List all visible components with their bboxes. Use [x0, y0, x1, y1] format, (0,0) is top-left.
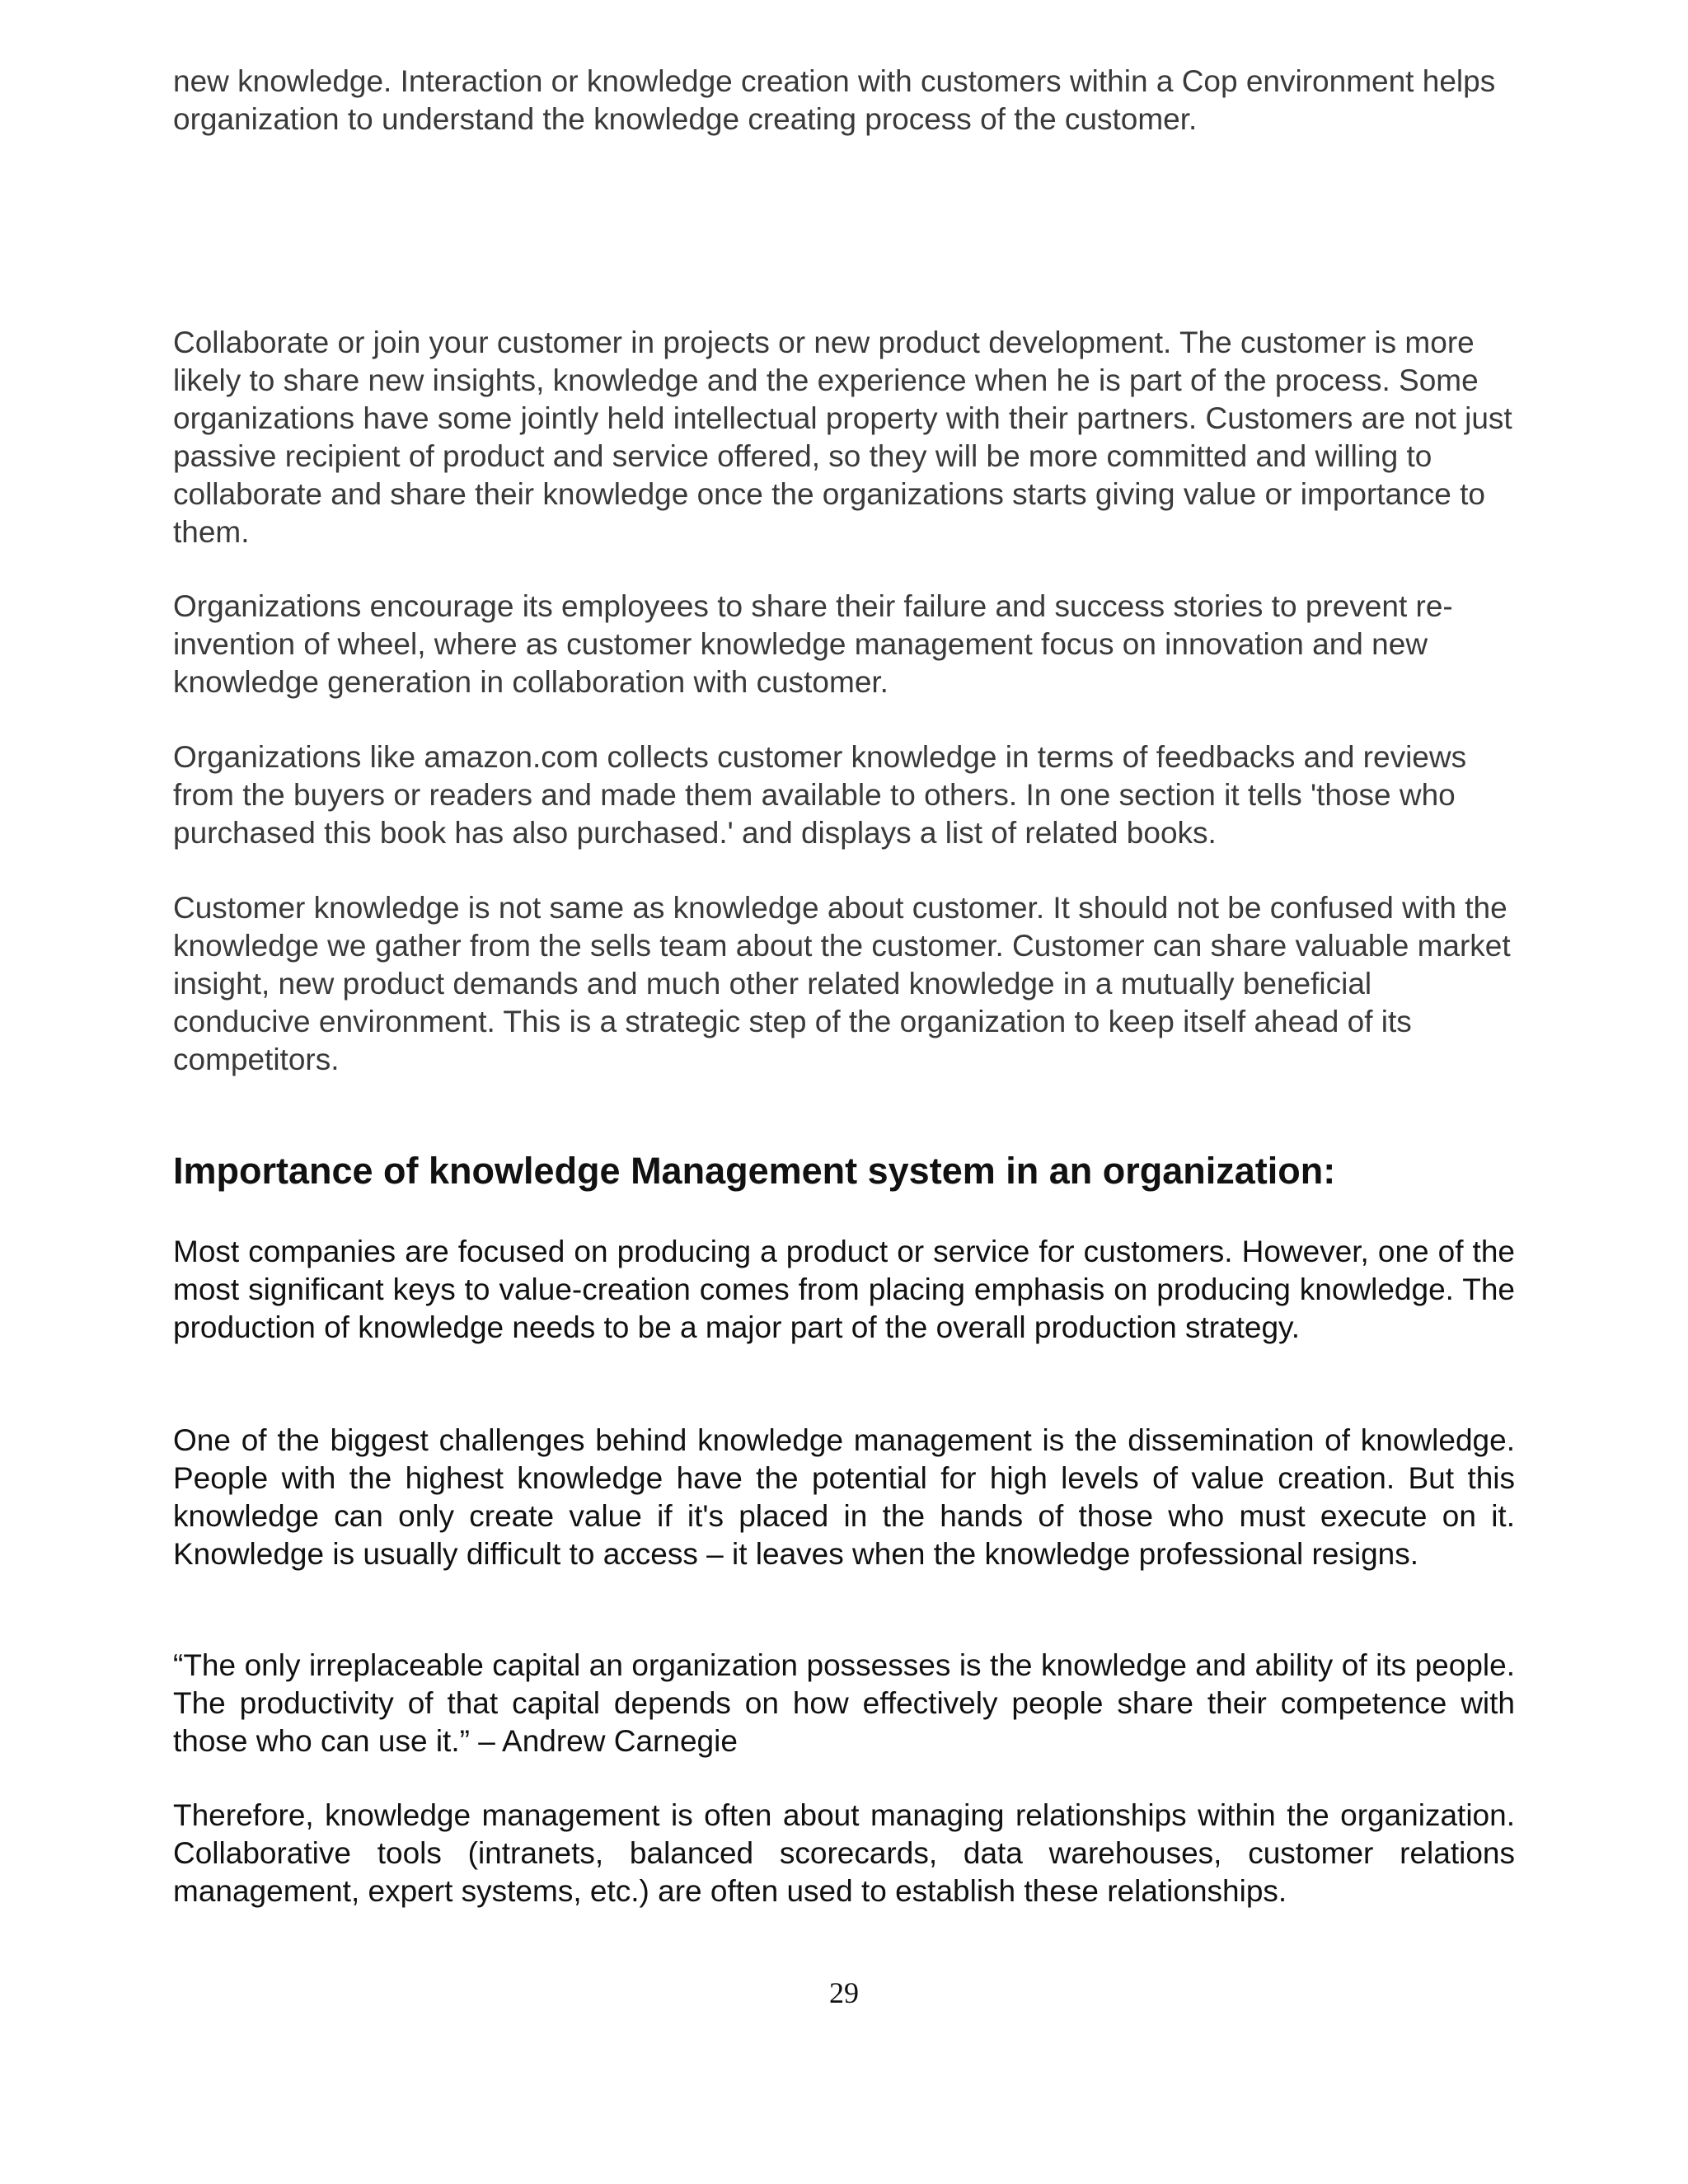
paragraph-managing-relationships: Therefore, knowledge management is often about managing relationships within the organization. Collaborative tools (intranets, balanced scorecards, data warehouses, customer relations management, expert systems, etc.) are often used to establish these relationships.	[173, 1798, 1515, 1908]
paragraph-value-creation: Most companies are focused on producing a product or service for customers. However, one of the most significant keys to value-creation comes from placing emphasis on producing knowledge. The production of knowledge needs to be a major part of the overall production strategy.	[173, 1235, 1515, 1344]
paragraph-dissemination: One of the biggest challenges behind knowledge management is the dissemination of knowledge. People with the highest knowledge have the potential for high levels of value creation. But this knowledge can only create value if it's placed in the hands of those who must execute on it. Knowledge is usually difficult to access – it leaves when the knowledge professional resigns.	[173, 1423, 1515, 1571]
section-heading: Importance of knowledge Management system in an organization:	[173, 1150, 1336, 1192]
paragraph-employees-share-stories: Organizations encourage its employees to share their failure and success stories to prevent re-invention of wheel, where as customer knowledge management focus on innovation and new knowledge generation in collaboration with customer.	[173, 589, 1453, 699]
paragraph-carnegie-quote: “The only irreplaceable capital an organization possesses is the knowledge and ability of its people. The productivity of that capital depends on how effectively people share their competence with those who can use it.” – Andrew Carnegie	[173, 1648, 1515, 1758]
paragraph-amazon-example: Organizations like amazon.com collects customer knowledge in terms of feedbacks and reviews from the buyers or readers and made them available to others. In one section it tells 'those who purchased this book has also purchased.' and displays a list of related books.	[173, 740, 1467, 850]
paragraph-customer-knowledge: Customer knowledge is not same as knowledge about customer. It should not be confused with the knowledge we gather from the sells team about the customer. Customer can share valuable market insight, new product demands and much other related knowledge in a mutually beneficial conducive environment. This is a strategic step of the organization to keep itself ahead of its competitors.	[173, 891, 1511, 1076]
page-number: 29	[829, 1976, 859, 2009]
paragraph-collaborate-customer: Collaborate or join your customer in projects or new product development. The customer is more likely to share new insights, knowledge and the experience when he is part of the process. Some organizations have some jointly held intellectual property with their partners. Customers are not just passive recipient of product and service offered, so they will be more committed and willing to collaborate and share their knowledge once the organizations starts giving value or importance to them.	[173, 326, 1512, 549]
paragraph-cop-environment: new knowledge. Interaction or knowledge creation with customers within a Cop environment helps organization to understand the knowledge creating process of the customer.	[173, 64, 1496, 136]
